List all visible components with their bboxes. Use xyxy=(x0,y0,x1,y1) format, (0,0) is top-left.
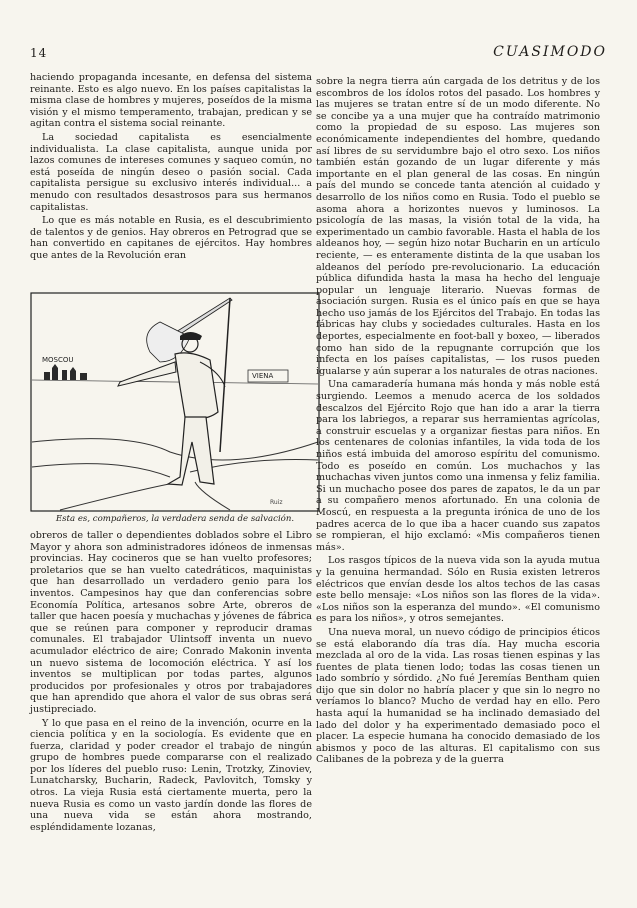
paragraph: haciendo propaganda incesante, en defensa del sistema reinante. Esto es algo nuevo. En los países capitalistas la misma clase de hombres y mujeres, poseídos de la misma visión y el mismo temperamento, trabajan, predican y se agitan contra el sistema social reinante. xyxy=(30,72,312,130)
left-column-bottom xyxy=(30,530,312,835)
magazine-title: CUASIMODO xyxy=(493,44,607,60)
cartoon-illustration xyxy=(30,292,320,512)
paragraph: Los rasgos típicos de la nueva vida son la ayuda mutua y la genuina hermandad. Sólo en Rusia existen letreros eléctricos que envían desde los altos techos de las casas este bello mensaje: «Los niños son las flores de la vida». «Los niños son la esperanza del mundo». «El comunismo es para los niños», y otros semejantes. xyxy=(316,555,600,625)
paragraph: obreros de taller o dependientes doblados sobre el Libro Mayor y ahora son administradores idóneos de inmensas provincias. Hay cocineros que se han vuelto profesores; proletarios que se han vuelto catedráticos, maquinistas que han desarrollado un verdadero genio para los inventos. Campesinos hay que dan conferencias sobre Economía Política, artesanos sobre Arte, obreros de taller que hacen poesía y muchachas y jóvenes de fábrica que se reúnen para componer y reproducir dramas comunales. El trabajador Ulintsoff inventa un nuevo acumulador eléctrico de aire; Conrado Makonin inventa un nuevo sistema de locomoción eléctrica. Y así los inventos se multiplican por todas partes, algunos producidos por profesionales y otros por trabajadores que han aprendido que ahora el valor de sus obras será justipreciado. xyxy=(30,530,312,715)
vienna-label: VIENA xyxy=(252,372,274,380)
paragraph: sobre la negra tierra aún cargada de los detritus y de los escombros de los ídolos rotos del pasado. Los hombres y las mujeres se tratan entre sí de un modo diferente. No se concibe ya a una mujer que ha contraído matrimonio como la propiedad de su esposo. Las mujeres son económicamente independientes del hombre, quedando así libres de su servidumbre bajo el otro sexo. Los niños también están gozando de un lugar diferente y más importante en el plan general de las cosas. En ningún país del mundo se concede tanta atención al cuidado y desarrollo de los niños como en Rusia. Todo el pueblo se asoma ahora a horizontes nuevos y luminosos. La psicología de las masas, la visión total de la vida, ha experimentado un cambio favorable. Hasta el habla de los aldeanos hoy, — según hizo notar Bucharin en un artículo reciente, — es enteramente distinta de la que usaban los aldeanos del período pre-revolucionario. La educación pública difundida hasta la masa ha hecho del lenguaje popular un lenguaje literario. Nuevas formas de asociación surgen. Rusia es el único país en que se haya hecho uso jamás de los Ejércitos del Trabajo. En todas las fábricas hay clubs y sociedades culturales. Hasta en los deportes, especialmente en foot-ball y boxeo, — liberados como han sido de la repugnante corrupción que los infecta en los países capitalistas, — los rusos pueden igualarse y aún superar a los naturales de otras naciones. xyxy=(316,76,600,377)
page-number: 14 xyxy=(30,46,48,60)
right-column xyxy=(316,76,600,768)
figure-caption: Esta es, compañeros, la verdadera senda de salvación. xyxy=(55,514,295,524)
paragraph: Y lo que pasa en el reino de la invención, ocurre en la ciencia política y en la sociología. Es evidente que en fuerza, claridad y poder creador el trabajo de ningún grupo de hombres puede compararse con el realizado por los líderes del pueblo ruso: Lenin, Trotzky, Zinoviev, Lunatcharsky, Bucharin, Radeck, Pavlovitch, Tomsky y otros. La vieja Rusia está ciertamente muerta, pero la nueva Rusia es como un vasto jardín donde las flores de una nueva vida se están ahora mostrando, espléndidamente lozanas, xyxy=(30,717,312,833)
svg-text:Ruiz: Ruiz xyxy=(270,499,283,506)
paragraph: Una camaradería humana más honda y más noble está surgiendo. Leemos a menudo acerca de los soldados descalzos del Ejército Rojo que han ido a arar la tierra para los labriegos, a reparar sus herramientas agrícolas, a construir escuelas y a organizar fiestas para niños. En los centenares de colonias infantiles, la vida toda de los niños está imbuida del amoroso espíritu del comunismo. Todo es poseído en común. Los muchachos y las muchachas viven juntos como una inmensa y feliz familia. Si un muchacho posee dos pares de zapatos, le da un par a su compañero menos afortunado. En una colonia de Moscú, en respuesta a la pregunta irónica de uno de los padres acerca de lo que iba a hacer cuando sus zapatos se rompieran, el hijo exclamó: «Mis compañeros tienen más». xyxy=(316,379,600,553)
paragraph: Lo que es más notable en Rusia, es el descubrimiento de talentos y de genios. Hay obreros en Petrograd que se han convertido en capitanes de ejércitos. Hay hombres que antes de la Revolución eran xyxy=(30,215,312,261)
paragraph: Una nueva moral, un nuevo código de principios éticos se está elaborando día tras día. Hay mucha escoria mezclada al oro de la vida. Las rosas tienen espinas y las fuentes de plata tienen lodo; todas las cosas tienen un lado sombrío y sórdido. ¿No fué Jeremías Bentham quien dijo que sin dolor no habría placer y que sin lo negro no veríamos lo blanco? Mucho de verdad hay en ello. Pero hasta aquí la humanidad se ha inclinado demasiado del lado del dolor y ha experimentado demasiado poco el placer. La especie humana ha conocido demasiado de los abismos y poco de las alturas. El capitalismo con sus Calibanes de la pobreza y de la guerra xyxy=(316,626,600,766)
paragraph: La sociedad capitalista es esencialmente individualista. La clase capitalista, aunque unida por lazos comunes de intereses comunes y saqueo común, no está poseída de ningún deseo o pasión social. Cada capitalista persigue su exclusivo interés individual... a menudo con resultados desastrosos para sus hermanos capitalistas. xyxy=(30,131,312,213)
left-column-top xyxy=(30,72,312,264)
moscow-label: MOSCOU xyxy=(42,356,74,364)
